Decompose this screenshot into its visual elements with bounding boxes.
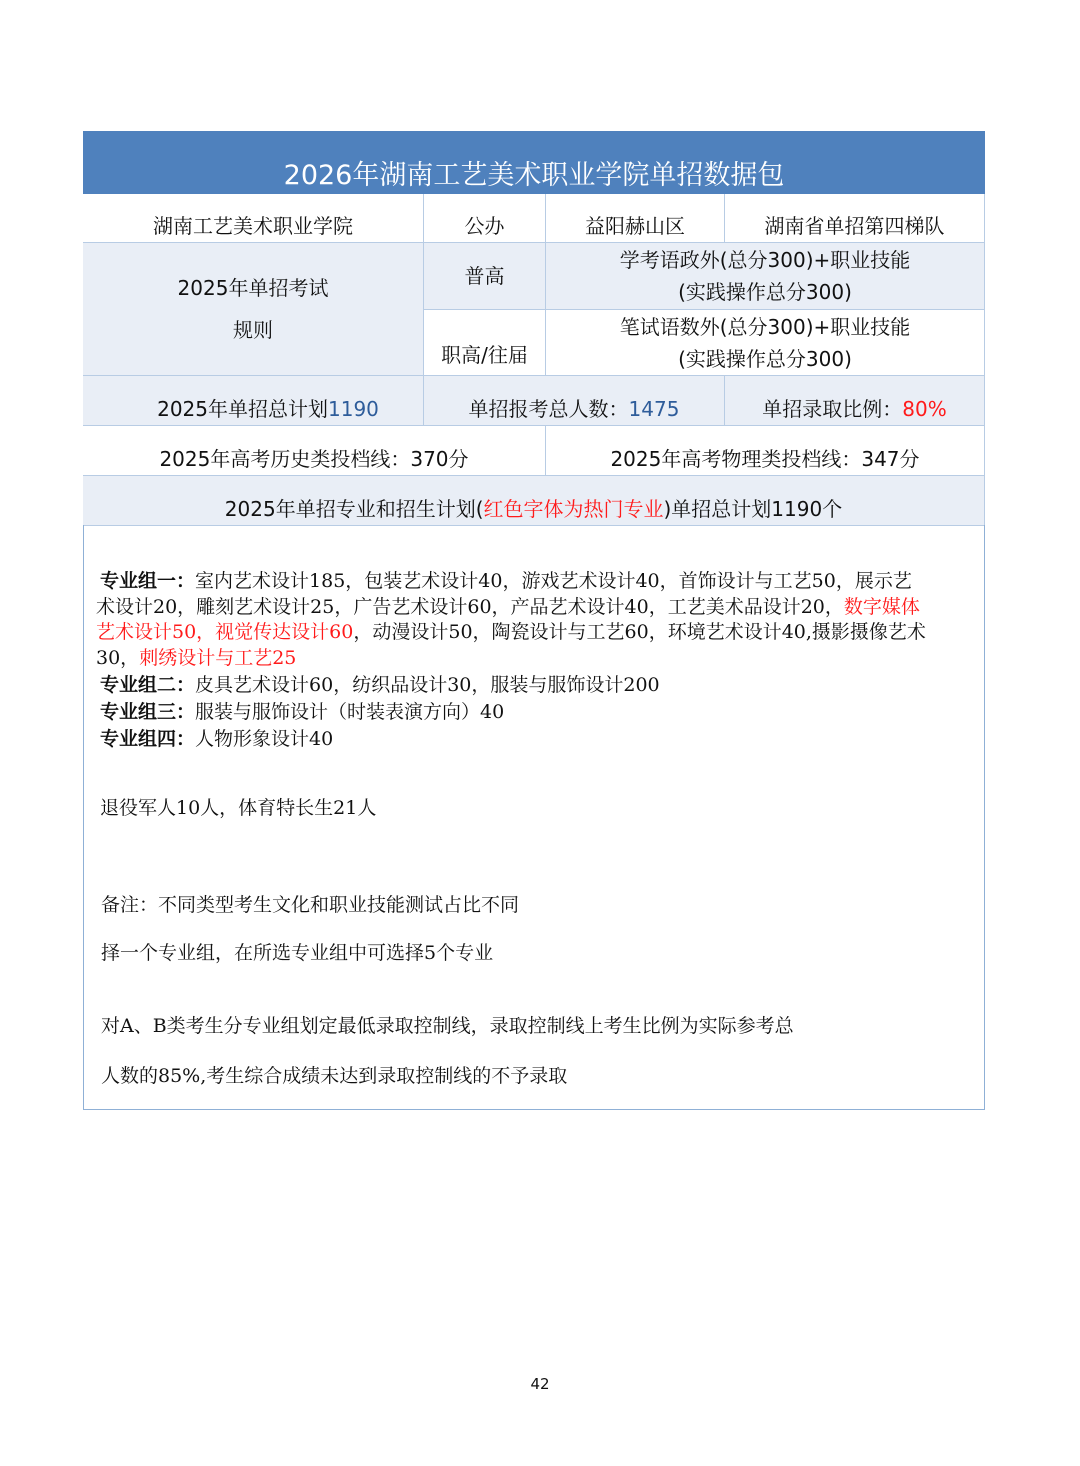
major-group-line (100, 566, 912, 593)
total-plan-label: 2025年单招总计划 (157, 397, 328, 421)
major-list: 术设计20，雕刻艺术设计25，广告艺术设计60，产品艺术设计40，工艺美术品设计20， (96, 596, 844, 618)
hot-major: 数字媒体 (843, 596, 920, 618)
remark: 备注：不同类型考生文化和职业技能测试占比不同 (101, 894, 520, 916)
school-tier: 湖南省单招第四梯队 (725, 194, 985, 243)
physics-cutoff: 2025年高考物理类投档线：347分 (546, 426, 985, 476)
group-label: 专业组二： (100, 674, 196, 696)
plan-header-prefix: 2025年单招专业和招生计划( (224, 497, 484, 521)
page-number: 42 (530, 1375, 550, 1393)
control-line-2: 人数的85%,考生综合成绩未达到录取控制线的不予录取 (101, 1065, 568, 1087)
hot-major: 刺绣设计与工艺25 (139, 647, 297, 669)
group-label: 专业组一： (100, 570, 196, 592)
admission-ratio (725, 376, 985, 426)
vocational-rule (546, 310, 985, 376)
general-label: 普高 (424, 243, 546, 310)
ratio-value: 80% (902, 397, 947, 421)
rules-label-line2: 规则 (233, 318, 273, 342)
total-plan (83, 376, 424, 426)
applicants (424, 376, 725, 426)
major-group-line (100, 670, 660, 697)
general-rule-line2: (实践操作总分300) (678, 280, 852, 304)
plan-header (83, 476, 985, 526)
applicants-label: 单招报考总人数： (468, 397, 629, 421)
major-list: ，动漫设计50，陶瓷设计与工艺60，环境艺术设计40,摄影摄像艺术 (353, 621, 926, 643)
major-list: 室内艺术设计185，包装艺术设计40，游戏艺术设计40，首饰设计与工艺50，展示艺 (195, 570, 912, 592)
major-list: 服装与服饰设计（时装表演方向）40 (195, 701, 505, 723)
choose-note: 择一个专业组，在所选专业组中可选择5个专业 (101, 942, 494, 964)
vocational-rule-line1: 笔试语数外(总分300)+职业技能 (619, 314, 911, 339)
rules-label (83, 243, 424, 376)
major-list: 皮具艺术设计60，纺织品设计30，服装与服饰设计200 (195, 674, 660, 696)
control-line-1: 对A、B类考生分专业组划定最低录取控制线，录取控制线上考生比例为实际参考总 (101, 1015, 794, 1037)
school-type: 公办 (424, 194, 546, 243)
applicants-value: 1475 (628, 397, 680, 421)
school-name: 湖南工艺美术职业学院 (83, 194, 424, 243)
major-list: 人物形象设计40 (195, 728, 334, 750)
major-group-line (96, 643, 296, 670)
hot-major: 艺术设计50，视觉传达设计60 (96, 621, 354, 643)
total-plan-value: 1190 (328, 397, 379, 421)
hot-note: 红色字体为热门专业 (483, 497, 664, 521)
major-group-line (100, 697, 504, 724)
major-list: 30， (96, 647, 140, 669)
major-group-line (100, 724, 333, 751)
general-rule (546, 243, 985, 310)
plan-header-suffix: )单招总计划1190个 (663, 497, 843, 521)
group-label: 专业组四： (100, 728, 196, 750)
plan-body (83, 525, 985, 1110)
history-cutoff: 2025年高考历史类投档线：370分 (83, 426, 546, 476)
special-quota: 退役军人10人，体育特长生21人 (100, 797, 377, 819)
group-label: 专业组三： (100, 701, 196, 723)
ratio-label: 单招录取比例： (762, 397, 903, 421)
general-rule-line1: 学考语政外(总分300)+职业技能 (619, 248, 911, 272)
vocational-rule-line2: (实践操作总分300) (678, 346, 852, 371)
major-group-line (96, 592, 920, 619)
rules-label-line1: 2025年单招考试 (177, 276, 329, 300)
vocational-label: 职高/往届 (424, 310, 546, 376)
school-location: 益阳赫山区 (546, 194, 725, 243)
major-group-line (96, 617, 926, 644)
page-title: 2026年湖南工艺美术职业学院单招数据包 (83, 131, 985, 194)
